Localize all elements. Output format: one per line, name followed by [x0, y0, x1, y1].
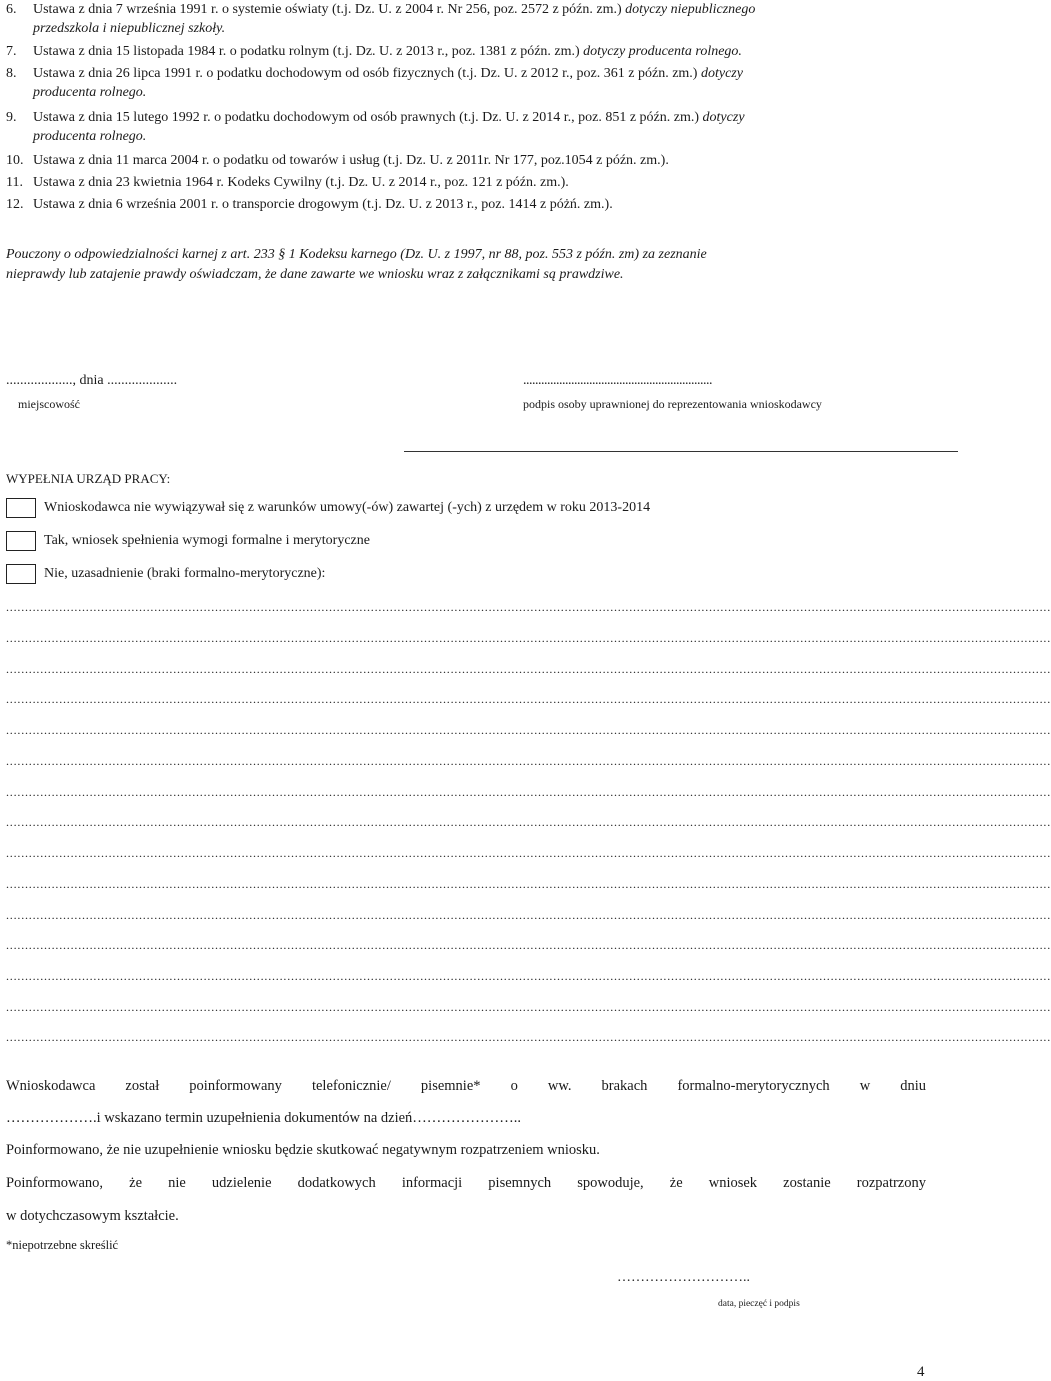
notice-current-form-cont: w dotychczasowym kształcie.	[6, 1208, 179, 1224]
law-item-9: 9. Ustawa z dnia 15 lutego 1992 r. o podatku dochodowym od osób prawnych (t.j. Dz. U. z 2014 r., poz. 851 z późn. zm.) dotyczy producenta rolnego.	[6, 110, 745, 144]
law-item-11: 11. Ustawa z dnia 23 kwietnia 1964 r. Kodeks Cywilny (t.j. Dz. U. z 2014 r., poz. 121 z późn. zm.).	[6, 175, 569, 190]
signature-field: ...............................................................	[523, 373, 712, 388]
office-section-title: WYPEŁNIA URZĄD PRACY:	[6, 471, 171, 486]
law-item-6: 6. Ustawa z dnia 7 września 1991 r. o systemie oświaty (t.j. Dz. U. z 2004 r. Nr 256, poz. 2572 z późn. zm.) dotyczy niepublicznego przedszkola i niepublicznej szkoły.	[6, 2, 756, 36]
justification-line[interactable]: ...................................................................................................................................................................................................................................................................................	[6, 815, 1051, 829]
justification-line[interactable]: ...................................................................................................................................................................................................................................................................................	[6, 908, 1051, 922]
notice-current-form: Poinformowano, że nie udzielenie dodatkowych informacji pisemnych spowoduje, że wniosek zostanie rozpatrzony	[6, 1175, 926, 1191]
stamp-field: ………………………..	[617, 1270, 750, 1285]
justification-line[interactable]: ...................................................................................................................................................................................................................................................................................	[6, 723, 1051, 737]
signature-caption: podpis osoby uprawnionej do reprezentowania wnioskodawcy	[523, 397, 822, 411]
place-caption: miejscowość	[18, 397, 80, 411]
declaration: Pouczony o odpowiedzialności karnej z art. 233 § 1 Kodeksu karnego (Dz. U. z 1997, nr 88, poz. 553 z późn. zm) za zeznanie nieprawdy lub zatajenie prawdy oświadczam, że dane zawarte we wniosku wraz z załącznikami są prawdziwe.	[6, 247, 707, 282]
notice-negative-result: Poinformowano, że nie uzupełnienie wniosku będzie skutkować negatywnym rozpatrzeniem wniosku.	[6, 1142, 600, 1158]
justification-line[interactable]: ...................................................................................................................................................................................................................................................................................	[6, 754, 1051, 768]
checkbox-row-past-contracts: Wnioskodawca nie wywiązywał się z warunków umowy(-ów) zawartej (-ych) z urzędem w roku 2013-2014	[6, 498, 650, 518]
page-number: 4	[917, 1364, 925, 1380]
justification-line[interactable]: ...................................................................................................................................................................................................................................................................................	[6, 600, 1051, 614]
footnote: *niepotrzebne skreślić	[6, 1238, 119, 1252]
justification-line[interactable]: ...................................................................................................................................................................................................................................................................................	[6, 938, 1051, 952]
justification-line[interactable]: ...................................................................................................................................................................................................................................................................................	[6, 1000, 1051, 1014]
section-divider	[404, 451, 958, 452]
past-contracts-checkbox[interactable]	[6, 498, 36, 518]
notification-text: Wnioskodawca został poinformowany telefonicznie/ pisemnie* o ww. brakach formalno-merytorycznych w dniu	[6, 1078, 926, 1094]
stamp-caption: data, pieczęć i podpis	[718, 1299, 800, 1309]
checkbox-row-formal-deficiency: Nie, uzasadnienie (braki formalno-merytoryczne):	[6, 564, 325, 584]
law-item-10: 10. Ustawa z dnia 11 marca 2004 r. o podatku od towarów i usług (t.j. Dz. U. z 2011r. Nr 177, poz.1054 z późn. zm.).	[6, 153, 669, 168]
law-item-12: 12. Ustawa z dnia 6 września 2001 r. o transporcie drogowym (t.j. Dz. U. z 2013 r., poz. 1414 z póżń. zm.).	[6, 197, 613, 212]
justification-line[interactable]: ...................................................................................................................................................................................................................................................................................	[6, 877, 1051, 891]
justification-line[interactable]: ...................................................................................................................................................................................................................................................................................	[6, 662, 1051, 676]
justification-line[interactable]: ...................................................................................................................................................................................................................................................................................	[6, 631, 1051, 645]
justification-line[interactable]: ...................................................................................................................................................................................................................................................................................	[6, 1030, 1051, 1044]
justification-line[interactable]: ...................................................................................................................................................................................................................................................................................	[6, 969, 1051, 983]
justification-line[interactable]: ...................................................................................................................................................................................................................................................................................	[6, 785, 1051, 799]
checkbox-row-formal-ok: Tak, wniosek spełnienia wymogi formalne i merytoryczne	[6, 531, 370, 551]
justification-line[interactable]: ...................................................................................................................................................................................................................................................................................	[6, 692, 1051, 706]
law-item-8: 8. Ustawa z dnia 26 lipca 1991 r. o podatku dochodowym od osób fizycznych (t.j. Dz. U. z 2012 r., poz. 361 z późn. zm.) dotyczy producenta rolnego.	[6, 66, 743, 100]
justification-line[interactable]: ...................................................................................................................................................................................................................................................................................	[6, 846, 1051, 860]
deadline-text: ……………….i wskazano termin uzupełnienia dokumentów na dzień…………………..	[6, 1110, 522, 1126]
formal-ok-checkbox[interactable]	[6, 531, 36, 551]
law-item-7: 7. Ustawa z dnia 15 listopada 1984 r. o podatku rolnym (t.j. Dz. U. z 2013 r., poz. 1381 z późn. zm.) dotyczy producenta rolnego.	[6, 44, 742, 59]
place-date-field: ..................., dnia ....................	[6, 373, 178, 388]
formal-deficiency-checkbox[interactable]	[6, 564, 36, 584]
